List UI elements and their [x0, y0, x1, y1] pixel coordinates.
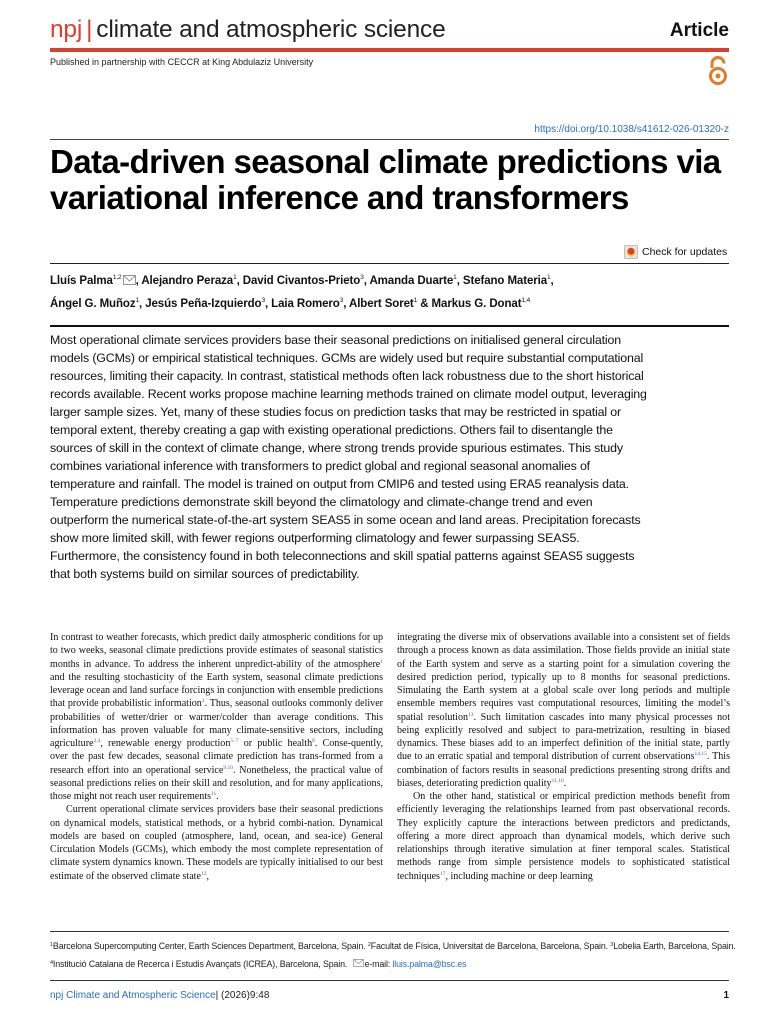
body-paragraph — [50, 803, 383, 883]
journal-name: climate and atmospheric science — [96, 16, 446, 43]
author-name: Stefano Materia — [462, 275, 548, 287]
citation-ref[interactable]: 14,15 — [694, 751, 707, 758]
affiliation-number: 2 — [367, 942, 371, 948]
author[interactable] — [50, 275, 122, 287]
citation-ref[interactable]: 12 — [200, 870, 207, 877]
author[interactable] — [243, 275, 364, 287]
author-affiliation-ref: 3 — [339, 297, 344, 304]
author[interactable] — [50, 298, 139, 310]
author-separator: , — [456, 275, 463, 287]
citation-ref[interactable]: 8 — [312, 738, 315, 744]
body-column-left — [50, 631, 383, 883]
email-link[interactable]: lluis.palma@bsc.es — [392, 959, 467, 969]
author-name: David Civantos-Prieto — [242, 275, 361, 287]
body-paragraph — [397, 790, 730, 883]
author[interactable] — [141, 275, 236, 287]
author[interactable] — [369, 275, 456, 287]
author-affiliation-ref: 1 — [547, 274, 551, 281]
citation-ref[interactable]: 1 — [380, 658, 383, 665]
abstract-rule — [50, 325, 729, 327]
author[interactable] — [271, 298, 343, 310]
author-separator: & — [417, 298, 432, 310]
header-rule — [50, 48, 729, 52]
partnership-note: Published in partnership with CECCR at King Abdulaziz University — [50, 57, 314, 67]
open-access-icon — [707, 55, 729, 87]
citation-ref[interactable]: 5–7 — [230, 738, 239, 744]
check-for-updates-button[interactable] — [624, 245, 727, 259]
author-separator: , — [264, 298, 272, 310]
body-text: In contrast to weather forecasts, which predict daily atmospheric conditions for up to two weeks, seasonal climate predictions provide estimates of seasonal statistics months in advance. To address the inherent unpredict-ability of the atmosphere — [50, 632, 383, 670]
authors-rule — [50, 263, 729, 264]
author-name: Albert Soret — [349, 298, 414, 310]
journal-title — [50, 16, 446, 44]
article-type-label: Article — [669, 20, 729, 41]
affiliation-text: Lobelia Earth, Barcelona, Spain. — [613, 941, 736, 951]
body-text: integrating the diverse mix of observations available into a consistent set of fields through a process known as data assimilation. Those fields provide an initial state of the Earth system and serve as a starting point for a simulation covering the desired prediction period, typically up to 8 months for seasonal predictions. Simulating the Earth system at a global scale over long periods and multiple ensemble members requires vast computational resources, limiting the model’s spatial resolution — [397, 632, 730, 723]
author-list — [50, 268, 740, 314]
body-text: , renewable energy production — [100, 738, 231, 749]
citation-ref[interactable]: 11 — [210, 791, 217, 797]
body-text: , — [206, 870, 209, 882]
affiliation-text: Barcelona Supercomputing Center, Earth Sciences Department, Barcelona, Spain. — [52, 941, 368, 951]
check-updates-icon — [624, 245, 638, 259]
body-paragraph — [397, 631, 730, 790]
author-name: Alejandro Peraza — [141, 275, 234, 287]
doi-link[interactable]: https://doi.org/10.1038/s41612-026-01320-z — [534, 124, 729, 135]
citation-ref[interactable]: 17 — [439, 870, 446, 877]
body-text: . — [216, 791, 219, 802]
body-text: . This combination of factors results in seasonal predictions presenting strong drifts and biases, deteriorating prediction quality — [397, 751, 730, 789]
body-text: . — [563, 777, 567, 789]
affiliation-text: Facultat de Física, Universitat de Barcelona, Barcelona, Spain. — [370, 941, 611, 951]
body-text: Current operational climate services providers base their seasonal predictions on dynamical models, statistical methods, or a hybrid combi-nation. Dynamical models are based on coupled (atmosphere, land, ocean, and sea-ice) General Circulation Models (GCMs), which embody the most complete representation of climate system dynamics known. These models are typically initialised to our best estimate of the observed climate state — [50, 804, 383, 882]
affiliation-number: 3 — [610, 942, 614, 948]
footer-citation — [50, 990, 269, 1001]
author-name: Amanda Duarte — [369, 275, 454, 287]
check-updates-label: Check for updates — [642, 246, 728, 258]
body-text: , including machine or deep learning — [445, 870, 593, 882]
author-name: Markus G. Donat — [431, 298, 522, 310]
body-text: . Conse-quently, over the past few decades, seasonal climate prediction has trans-formed from a research effort into an operational service — [50, 738, 383, 776]
author-name: Ángel G. Muñoz — [50, 298, 136, 310]
author-name: Laia Romero — [271, 298, 340, 310]
body-text: and the resulting stochasticity of the Earth system, seasonal climate predictions leverage ocean and land surface forcings in conjunction with ensemble predictions that provide probabilistic information — [50, 671, 383, 710]
body-text: or public health — [238, 738, 313, 749]
journal-prefix: npj — [50, 16, 83, 43]
abstract: Most operational climate services providers base their seasonal predictions on initialised general circulation models (GCMs) or empirical statistical techniques. GCMs are widely used but require substantial computational resources, limiting their capacity. In contrast, statistical methods often lack robustness due to the short historical records available. Recent works propose machine learning methods trained on climate model output, leveraging larger sample sizes. Yet, many of these studies focus on prediction tasks that may be restricted in spatial or temporal extent, thereby creating a gap with existing operational predictions. Others fail to disentangle the sources of skill in the context of climate change, where strong trends provide spurious estimates. This study combines variational inference with transformers to predict global and regional seasonal anomalies of temperature and rainfall. The model is trained on output from CMIP6 and tested using ERA5 reanalysis data. Temperature predictions demonstrate skill beyond the climatology and climate-change trend and even outperform the numerical state-of-the-art system SEAS5 in some ocean and land areas. Precipitation forecasts show more limited skill, with fewer regions outperforming climatology and fewer surpassing SEAS5. Furthermore, the consistency found in both teleconnections and skill spatial patterns against SEAS5 suggests that both systems build on similar sources of predictability. — [50, 333, 647, 581]
author-affiliation-ref: 1,2 — [112, 274, 122, 281]
body-text: On the other hand, statistical or empirical prediction methods benefit from efficiently leveraging the relationships learned from past observational records. They explicitly capture the interactions between predictors and predictands, offering a more direct approach than dynamical models, which derive such relationships through iterative simulation at finer temporal scales. Statistical methods range from simple persistence models to sophisticated statistical techniques — [397, 791, 730, 882]
author-separator: , — [363, 275, 370, 287]
author-separator: , — [236, 275, 243, 287]
author-name: Lluís Palma — [50, 275, 113, 287]
author-separator: , — [550, 275, 554, 287]
author-name: Jesús Peña-Izquierdo — [145, 298, 262, 310]
author-separator: , — [135, 275, 142, 287]
author-affiliation-ref: 1 — [453, 274, 457, 281]
affiliations — [50, 937, 740, 973]
author[interactable] — [432, 298, 531, 310]
author-affiliation-ref: 1 — [413, 297, 418, 304]
journal-separator: | — [86, 16, 93, 43]
email-icon[interactable] — [122, 275, 136, 287]
author-affiliation-ref: 1 — [135, 297, 139, 304]
title-rule — [50, 139, 729, 140]
affiliation-number: 4 — [50, 960, 53, 966]
author-affiliation-ref: 3 — [360, 274, 364, 281]
body-text: . Such limitation cascades into many physical processes not being explicitly resolved and subject to para-metrization, resulting in biased dynamics. These biases add to an imperfect definition of the initial state, partly due to an erratic spatial and temporal distribution of current observations — [397, 711, 731, 763]
email-label: e-mail: — [364, 959, 393, 969]
citation-ref[interactable]: 2 — [201, 698, 205, 705]
body-paragraph — [50, 631, 383, 803]
footer-volume: | (2026)9:48 — [215, 990, 270, 1001]
body-column-right — [397, 631, 730, 883]
author-affiliation-ref: 1,4 — [521, 297, 531, 304]
affiliations-rule — [50, 931, 729, 932]
citation-ref[interactable]: 3,4 — [93, 738, 101, 744]
author-affiliation-ref: 3 — [261, 297, 265, 304]
citation-ref[interactable]: 11,16 — [551, 777, 564, 784]
author-separator: , — [139, 298, 146, 310]
body-text: . Nonetheless, the practical value of seasonal predictions relies on their skill and resolution, and for many applications, those might not reach user requirements — [50, 764, 384, 802]
email-icon — [350, 959, 365, 969]
author[interactable] — [349, 298, 417, 310]
citation-ref[interactable]: 13 — [468, 711, 474, 718]
author-separator: , — [343, 298, 349, 310]
body-text: . Thus, seasonal outlooks commonly deliver probabilities of wetter/drier or warmer/colder than average conditions. This information has proven valuable for many climate-sensitive sectors, including agriculture — [50, 698, 383, 749]
page-number: 1 — [723, 990, 729, 1001]
paper-title: Data-driven seasonal climate predictions via variational inference and transformers — [50, 143, 721, 216]
author[interactable] — [463, 275, 551, 287]
author[interactable] — [145, 298, 265, 310]
affiliation-text: Institució Catalana de Recerca i Estudis Avançats (ICREA), Barcelona, Spain. — [52, 959, 350, 969]
author-affiliation-ref: 1 — [233, 274, 237, 281]
footer-rule — [50, 980, 729, 981]
citation-ref[interactable]: 9,10 — [223, 764, 233, 771]
affiliation-number: 1 — [50, 942, 53, 948]
footer-journal-link[interactable]: npj Climate and Atmospheric Science — [50, 990, 216, 1001]
